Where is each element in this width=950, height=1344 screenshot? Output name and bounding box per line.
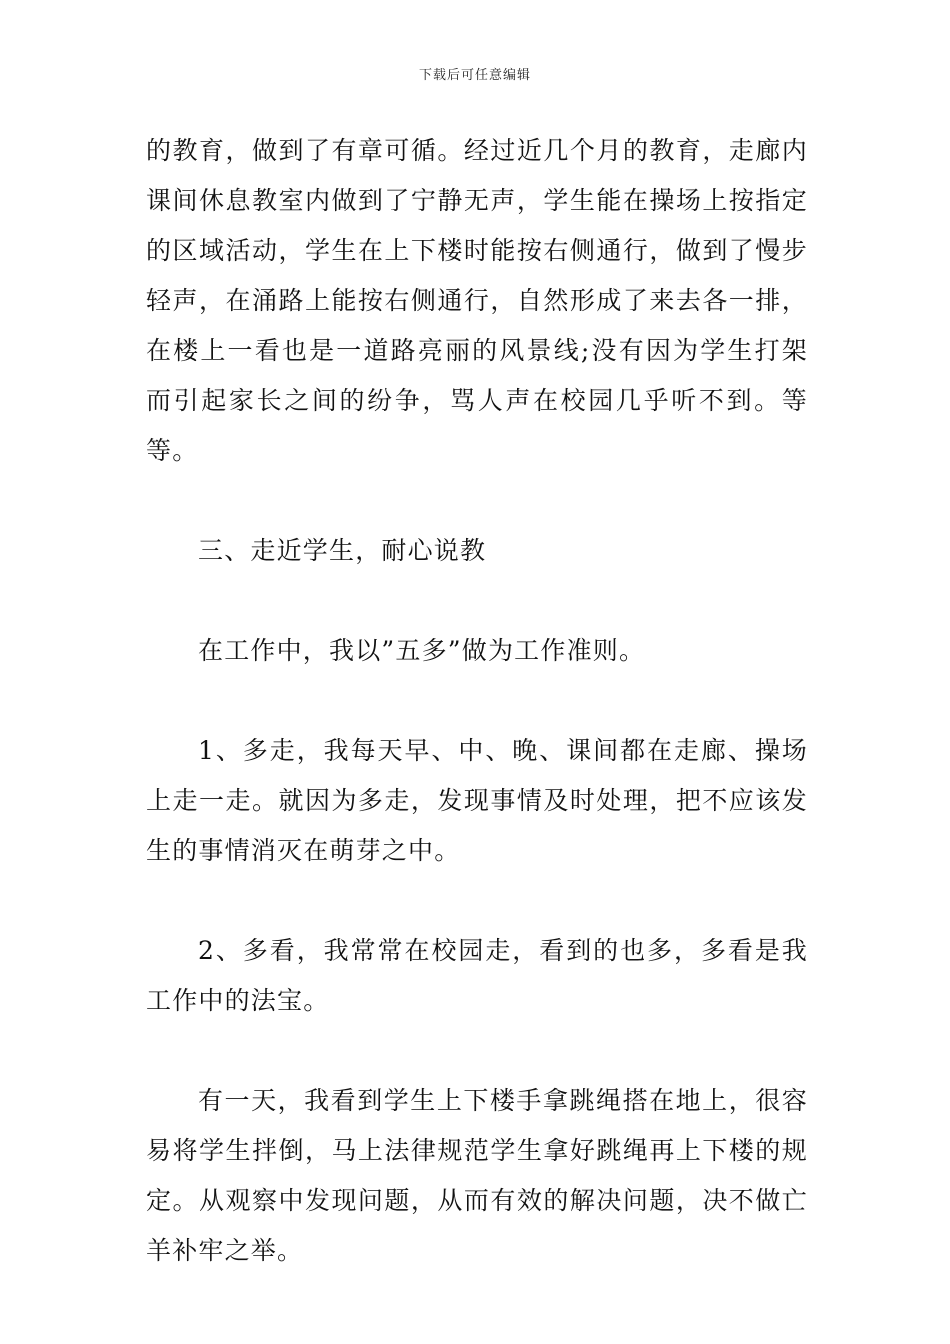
section-heading: 三、走近学生，耐心说教	[198, 536, 487, 565]
paragraph-gap	[146, 1026, 808, 1076]
paragraph-item-2: 2、多看，我常常在校园走，看到的也多，多看是我工作中的法宝。	[146, 936, 808, 1015]
paragraph-gap	[146, 876, 808, 926]
paragraph-gap	[146, 676, 808, 726]
document-body	[146, 126, 808, 1276]
paragraph-gap	[146, 476, 808, 526]
paragraph-example: 有一天，我看到学生上下楼手拿跳绳搭在地上，很容易将学生拌倒，马上法律规范学生拿好跳绳再上下楼的规定。从观察中发现问题，从而有效的解决问题，决不做亡羊补牢之举。	[146, 1086, 808, 1265]
paragraph-gap	[146, 576, 808, 626]
paragraph-principles: 在工作中，我以”五多”做为工作准则。	[198, 636, 646, 665]
paragraph-item-1: 1、多走，我每天早、中、晚、课间都在走廊、操场上走一走。就因为多走，发现事情及时处理，把不应该发生的事情消灭在萌芽之中。	[146, 736, 808, 865]
page-header: 下载后可任意编辑	[418, 68, 531, 83]
paragraph-continuation: 的教育，做到了有章可循。经过近几个月的教育，走廊内课间休息教室内做到了宁静无声，学生能在操场上按指定的区域活动，学生在上下楼时能按右侧通行，做到了慢步轻声，在涌路上能按右侧通行，自然形成了来去各一排，在楼上一看也是一道路亮丽的风景线;没有因为学生打架而引起家长之间的纷争，骂人声在校园几乎听不到。等等。	[146, 136, 808, 465]
